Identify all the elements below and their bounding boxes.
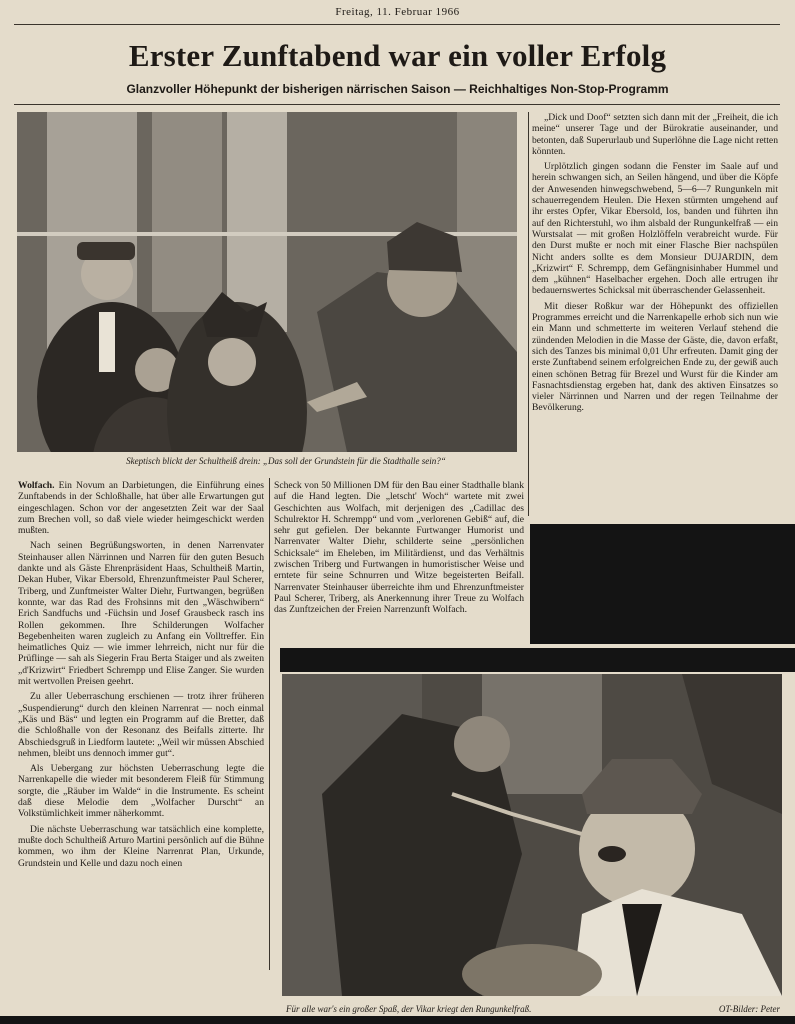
photo-vikar [282,674,782,996]
paragraph: Urplötzlich gingen sodann die Fenster im Saale auf und herein schwangen sich, an Seilen hängend, und über die Köpfe der Anwesenden hinwegschwebend, 5—6—7 Rungunkeln mit schauerregendem Heulen. Die Hexen stürmten umgehend auf ihr erstes Opfer, Vikar Ebersold, los, banden und führten ihn auf den Richterstuhl, wo ihm alsbald der Rungunkelfraß — ein Wurstsalat — mit großen Holzlöffeln verabreicht wurde. Für den Durst mußte er noch mit einer Flasche Bier nachspülen Nicht anders sollte es dem Monsieur DUJARDIN, dem „Krizwirt“ F. Schrempp, dem Gefängnisinhaber Hummel und dem „kühnen“ Haselbacher ergehen. Doch alle ertrugen ihr bedauernswertes Schicksal mit überraschender Gelassenheit. [532,161,778,297]
background-gap [280,648,795,672]
photo2-caption: Für alle war's ein großer Spaß, der Vikar kriegt den Rungunkelfraß. [286,1004,532,1014]
place-name: Wolfach. [18,480,55,491]
paragraph: Zu aller Ueberraschung erschienen — trotz ihrer früheren „Suspendierung“ durch den kleinen Narrenrat — noch einmal „Käs und Bäs“ und legten ein Programm auf die Bretter, daß die Schloßhalle von der Resonanz des Beifalls zitterte. Ihr Abschiedsgruß in Liedform lautete: „Weil wir müssen Abschied nehmen, bleibt uns dennoch immer gut“. [18,691,264,759]
paragraph: Mit dieser Roßkur war der Höhepunkt des offiziellen Programmes erreicht und die Narrenkapelle erhob sich nun wie ein Mann und schmetterte im weiteren Verlauf stehend die zündenden Melodien in die Masse der Gäste, die, davon erfaßt, sich des Tanzes bis minimal 0,01 Uhr erfreuten. Damit ging der erste Zunftabend seinem erfolgreichen Ende zu, der gewiß auch einen schönen Betrag für Brezel und Wurst für die Kinder am Fasnachtsdienstag ergeben hat, dank des aktiven Einsatzes so vieler Närrinnen und Narren und der regen Teilnahme der Bevölkerung. [532,300,778,414]
photo1-caption: Skeptisch blickt der Schultheiß drein: „Das soll der Grundstein für die Stadthalle sein?“ [126,456,446,466]
paragraph: Ein Novum an Darbietungen, die Einführung eines Zunftabends in der Schloßhalle, hat über alle Erwartungen gut eingeschlagen. Schon vor der angesetzten Zeit war der Saal zum Brechen voll, so daß viele wieder heimgeschickt werden mußten. [18,480,264,537]
headline: Erster Zunftabend war ein voller Erfolg [128,38,667,73]
dateline: Freitag, 11. Februar 1966 [335,6,460,18]
subheadline: Glanzvoller Höhepunkt der bisherigen närrischen Saison — Reichhaltiges Non-Stop-Programm [126,82,669,96]
top-rule [14,24,780,25]
paragraph: Als Uebergang zur höchsten Ueberraschung legte die Narrenkapelle die wieder mit besonderem Fleiß für Stimmung sorgte, die „Räuber im Walde“ in die Instrumente. Es scheint daß diese Melodie dem „Wolfacher Durscht“ an Volkstümlichkeit immer näherkommt. [18,763,264,820]
subhead-rule [14,104,780,105]
paragraph: „Dick und Doof“ setzten sich dann mit der „Freiheit, die ich meine“ unserer Tage und der Bürokratie auseinander, und betonten, daß Superurlaub und Superlöhne die Lage nicht retten könnten. [532,112,778,157]
photo-schultheiss [17,112,517,452]
column-divider [528,112,529,516]
paragraph: Nach seinen Begrüßungsworten, in denen Narrenvater Steinhauser allen Närrinnen und Narren für den guten Besuch dankte und als Gäste Ehrenpräsident Haas, Schultheiß Martin, Dekan Huber, Vikar Ebersold, Ehrenzunftmeister Paul Scherer, Triberg, und Zunftmeister Walter Diehr, Furtwangen, begrüßen konnte, war das Rad des Frohsinns mit den „Wäschwibern“ Erich Sandfuchs und -Füchsin und Josef Grausbeck rasch ins Rollen gekommen. Ihre Schilderungen Wolfacher Begebenheiten waren zugleich zu Anfang ein Volltreffer. Ein heimatliches Quiz — wie immer lehrreich, nicht nur für die Prüflinge — sah als Siegerin Frau Berta Staiger und als zweiten „d'Krizwirt“ Friedbert Schrempp und Elise Zanger. Sie wurden mit wertvollen Preisen geehrt. [18,540,264,688]
paragraph: Scheck von 50 Millionen DM für den Bau einer Stadthalle blank auf die Hand legten. Die „letscht' Woch“ wartete mit zwei Geschichten aus Wolfach, mit derjenigen des „Cadillac des Schulrektor H. Schrempp“ und vom „verlorenen Gebiß“ auf, die sehr gut gefielen. Der bekannte Furtwanger Humorist und Narrenvater Walter Diehr, schilderte seine „persönlichen Schicksale“ im Eheleben, im Militärdienst, und das Verhältnis zwischen Triberg und Furtwangen in humoristischer Weise und erntete für seine Schnurren und Witze begeisterten Beifall. Narrenvater Steinhauser überreichte ihm und Ehrenzunftmeister Paul Scherer, Triberg, als Anerkennung ihrer Treue zu Wolfach das Zunftzeichen der Freien Narrenzunft Wolfach. [274,480,524,616]
column-divider [269,478,270,970]
background-gap [530,524,795,644]
article-column-2 [274,480,524,670]
background-gap [0,1016,795,1024]
paragraph: Die nächste Ueberraschung war tatsächlich eine komplette, mußte doch Schultheiß Arturo Martini persönlich auf die Bühne kommen, wo ihm der Kleine Narrenrat Plan, Urkunde, Grundstein und Kelle und dazu noch einen [18,823,264,869]
photo-credit: OT-Bilder: Peter [718,1004,780,1014]
article-column-3 [532,112,778,522]
article-column-1 [18,480,264,980]
